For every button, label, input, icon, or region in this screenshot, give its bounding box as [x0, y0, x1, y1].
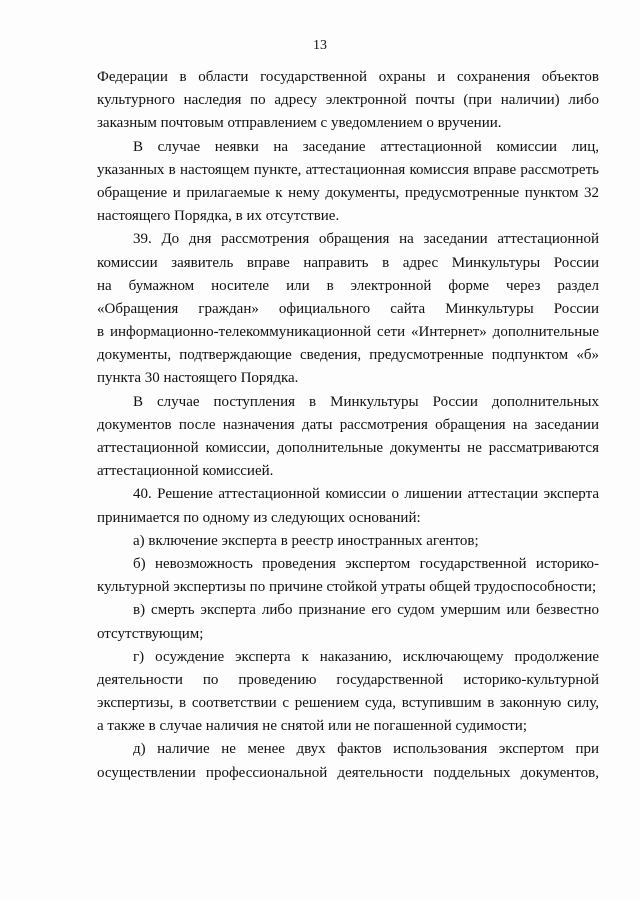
text-line: 39. До дня рассмотрения обращения на заседании аттестационной — [133, 231, 599, 248]
paragraph — [97, 136, 599, 229]
text-line: экспертизы, в соответствии с решением суда, вступившим в законную силу, — [97, 695, 599, 712]
text-line: отсутствующим; — [97, 625, 204, 642]
paragraph — [97, 66, 599, 136]
text-line: обращение и прилагаемые к нему документы, предусмотренные пунктом 32 — [97, 184, 599, 201]
text-line: культурного наследия по адресу электронной почты (при наличии) либо — [97, 92, 599, 109]
text-line: аттестационной комиссии, дополнительные документы не рассматриваются — [97, 440, 599, 456]
text-line: б) невозможность проведения экспертом государственной историко- — [133, 555, 599, 572]
list-item — [97, 553, 599, 599]
list-item — [97, 530, 599, 553]
text-line: принимается по одному из следующих оснований: — [97, 509, 421, 526]
text-line: а) включение эксперта в реестр иностранных агентов; — [133, 532, 479, 549]
text-line: В случае поступления в Минкультуры России дополнительных — [133, 393, 599, 410]
text-line: г) осуждение эксперта к наказанию, исключающему продолжение — [133, 648, 599, 665]
list-item — [97, 599, 599, 645]
list-item — [97, 738, 599, 784]
document-body — [97, 66, 599, 785]
text-line: д) наличие не менее двух фактов использования экспертом при — [133, 741, 599, 758]
text-line: на бумажном носителе или в электронной форме через раздел — [97, 277, 599, 294]
text-line: в) смерть эксперта либо признание его судом умершим или безвестно — [133, 602, 599, 619]
text-line: культурной экспертизы по причине стойкой утраты общей трудоспособности; — [97, 579, 597, 596]
text-line: заказным почтовым отправлением с уведомлением о вручении. — [97, 115, 502, 132]
text-line: а также в случае наличия не снятой или не погашенной судимости; — [97, 718, 528, 735]
text-line: комиссии заявитель вправе направить в адрес Минкультуры России — [97, 254, 599, 271]
list-item — [97, 646, 599, 739]
text-line: документов после назначения даты рассмотрения обращения на заседании — [97, 416, 599, 433]
text-line: настоящего Порядка, в их отсутствие. — [97, 208, 340, 225]
text-line: пункта 30 настоящего Порядка. — [97, 370, 299, 387]
text-line: аттестационной комиссией. — [97, 463, 274, 480]
text-line: документы, подтверждающие сведения, предусмотренные подпунктом «б» — [97, 347, 599, 364]
text-line: осуществлении профессиональной деятельности поддельных документов, — [97, 764, 599, 781]
paragraph — [97, 483, 599, 529]
text-line: Федерации в области государственной охраны и сохранения объектов — [97, 69, 599, 85]
paragraph — [97, 391, 599, 484]
text-line: деятельности по проведению государственной историко-культурной — [97, 671, 599, 688]
paragraph — [97, 228, 599, 390]
text-line: 40. Решение аттестационной комиссии о лишении аттестации эксперта — [133, 486, 599, 503]
text-line: в информационно-телекоммуникационной сети «Интернет» дополнительные — [97, 324, 599, 341]
text-line: «Обращения граждан» официального сайта Минкультуры России — [97, 300, 599, 317]
page-number: 13 — [313, 38, 327, 53]
text-line: указанных в настоящем пункте, аттестационная комиссия вправе рассмотреть — [97, 161, 599, 178]
text-line: В случае неявки на заседание аттестационной комиссии лиц, — [133, 138, 599, 155]
